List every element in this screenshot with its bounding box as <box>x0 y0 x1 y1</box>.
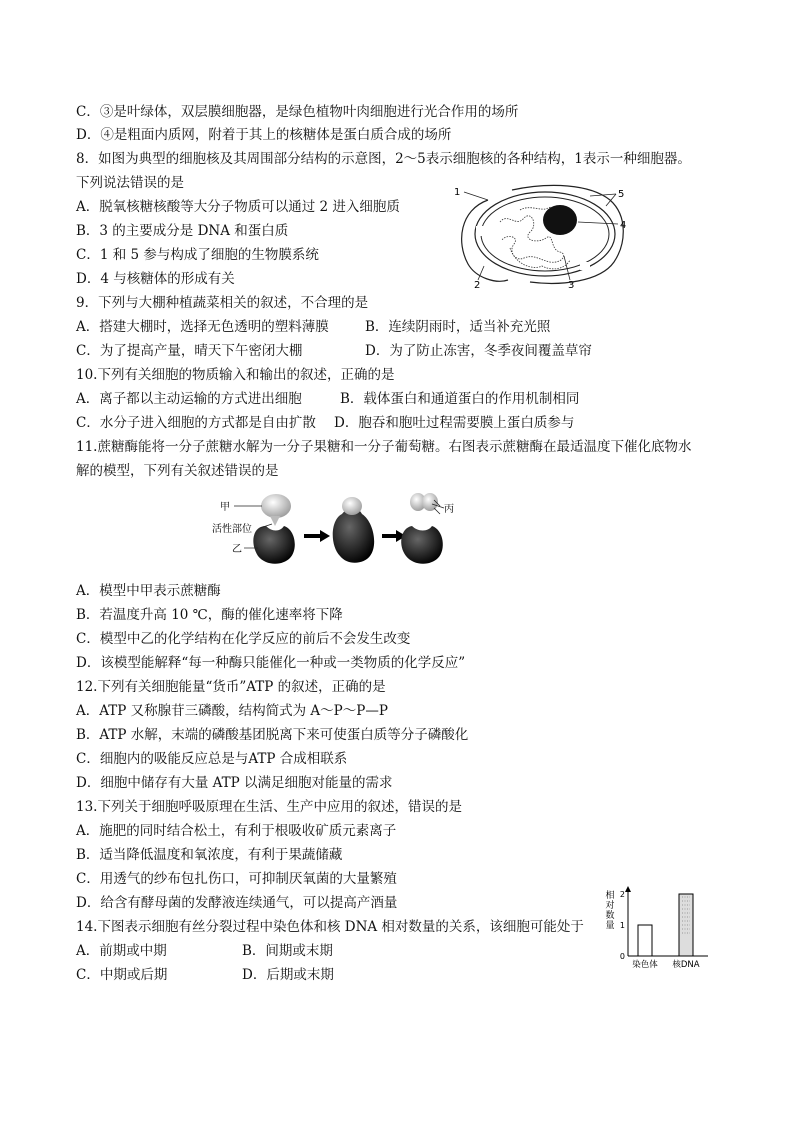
q13-option-a: A．施肥的同时结合松土，有利于根吸收矿质元素离子 <box>76 823 397 839</box>
q9-option-c: C．为了提高产量，晴天下午密闭大棚 <box>76 343 303 359</box>
label-5: 5 <box>618 189 625 200</box>
y-tick-label: 2 <box>619 890 625 899</box>
q14-option-d: D．后期或末期 <box>242 967 334 983</box>
label-1: 1 <box>454 187 461 198</box>
q11-option-d: D．该模型能解释“每一种酶只能催化一种或一类物质的化学反应” <box>76 655 466 671</box>
q13-option-c: C．用透气的纱布包扎伤口，可抑制厌氧菌的大量繁殖 <box>76 871 397 887</box>
y-tick-label: 1 <box>619 921 625 930</box>
chromosome-dna-bar-chart <box>600 884 720 974</box>
q8-option-d: D．4 与核糖体的形成有关 <box>76 271 235 287</box>
q13-stem: 13.下列关于细胞呼吸原理在生活、生产中应用的叙述，错误的是 <box>76 799 462 815</box>
q9-option-a: A．搭建大棚时，选择无色透明的塑料薄膜 <box>76 319 329 335</box>
x-category-label: 核DNA <box>672 960 700 970</box>
nucleus-figure <box>450 182 640 290</box>
q9-option-d: D．为了防止冻害，冬季夜间覆盖草帘 <box>365 343 592 359</box>
q8-option-c: C．1 和 5 参与构成了细胞的生物膜系统 <box>76 247 319 263</box>
q7-option-c: C．③是叶绿体，双层膜细胞器，是绿色植物叶肉细胞进行光合作用的场所 <box>76 104 519 120</box>
q11-stem-line1: 11.蔗糖酶能将一分子蔗糖水解为一分子果糖和一分子葡萄糖。右图表示蔗糖酶在最适温度下催化底物水 <box>76 439 692 455</box>
y-axis-label-char: 相 <box>605 891 615 901</box>
q9-option-b: B．连续阴雨时，适当补充光照 <box>365 319 551 335</box>
q10-option-d: D．胞吞和胞吐过程需要膜上蛋白质参与 <box>334 415 575 431</box>
label-active-site: 活性部位 <box>212 524 252 535</box>
label-bing: 丙 <box>444 504 454 515</box>
label-yi: 乙 <box>232 544 242 555</box>
label-3: 3 <box>568 280 575 290</box>
q14-option-b: B．间期或末期 <box>242 943 333 959</box>
q10-option-a: A．离子都以主动运输的方式进出细胞 <box>76 391 302 407</box>
q10-stem: 10.下列有关细胞的物质输入和输出的叙述，正确的是 <box>76 367 395 383</box>
enzyme-model-figure <box>212 486 462 568</box>
y-axis-label-char: 数 <box>605 911 615 921</box>
q11-option-a: A．模型中甲表示蔗糖酶 <box>76 583 221 599</box>
q12-stem: 12.下列有关细胞能量“货币”ATP 的叙述，正确的是 <box>76 679 386 695</box>
label-2: 2 <box>474 280 481 290</box>
y-tick-label: 0 <box>619 952 625 961</box>
q12-option-b: B．ATP 水解，末端的磷酸基团脱离下来可使蛋白质等分子磷酸化 <box>76 727 469 743</box>
x-category-label: 染色体 <box>632 960 658 970</box>
q8-option-b: B．3 的主要成分是 DNA 和蛋白质 <box>76 223 289 239</box>
q14-option-c: C．中期或后期 <box>76 967 168 983</box>
q14-option-a: A．前期或中期 <box>76 943 167 959</box>
q13-option-d: D．给含有酵母菌的发酵液连续通气，可以提高产酒量 <box>76 895 398 911</box>
label-jia: 甲 <box>220 502 230 513</box>
q10-option-b: B．载体蛋白和通道蛋白的作用机制相同 <box>340 391 580 407</box>
q11-option-c: C．模型中乙的化学结构在化学反应的前后不会发生改变 <box>76 631 411 647</box>
q8-option-a: A．脱氧核糖核酸等大分子物质可以通过 2 进入细胞质 <box>76 199 400 215</box>
q11-stem-line2: 解的模型，下列有关叙述错误的是 <box>76 463 279 479</box>
y-axis-label-char: 量 <box>605 921 615 931</box>
q11-option-b: B．若温度升高 10 ℃，酶的催化速率将下降 <box>76 607 343 623</box>
label-4: 4 <box>620 220 627 231</box>
q10-option-c: C．水分子进入细胞的方式都是自由扩散 <box>76 415 316 431</box>
y-axis-label-char: 对 <box>605 901 615 911</box>
y-axis-arrow <box>625 886 631 892</box>
bar-chromosome <box>638 925 652 956</box>
q8-stem-line1: 8．如图为典型的细胞核及其周围部分结构的示意图，2～5表示细胞核的各种结构，1表示一种细胞器。 <box>76 151 691 167</box>
q8-stem-line2: 下列说法错误的是 <box>76 175 184 191</box>
q9-stem: 9．下列与大棚种植蔬菜相关的叙述，不合理的是 <box>76 295 369 311</box>
q12-option-a: A．ATP 又称腺苷三磷酸，结构简式为 A～P～P—P <box>76 703 388 719</box>
q12-option-c: C．细胞内的吸能反应总是与ATP 合成相联系 <box>76 751 348 767</box>
bar-nuclear-dna <box>679 894 693 956</box>
q13-option-b: B．适当降低温度和氧浓度，有利于果蔬储藏 <box>76 847 343 863</box>
q14-stem: 14.下图表示细胞有丝分裂过程中染色体和核 DNA 相对数量的关系，该细胞可能处于 <box>76 919 584 935</box>
q12-option-d: D．细胞中储存有大量 ATP 以满足细胞对能量的需求 <box>76 775 393 791</box>
q7-option-d: D．④是粗面内质网，附着于其上的核糖体是蛋白质合成的场所 <box>76 127 452 143</box>
